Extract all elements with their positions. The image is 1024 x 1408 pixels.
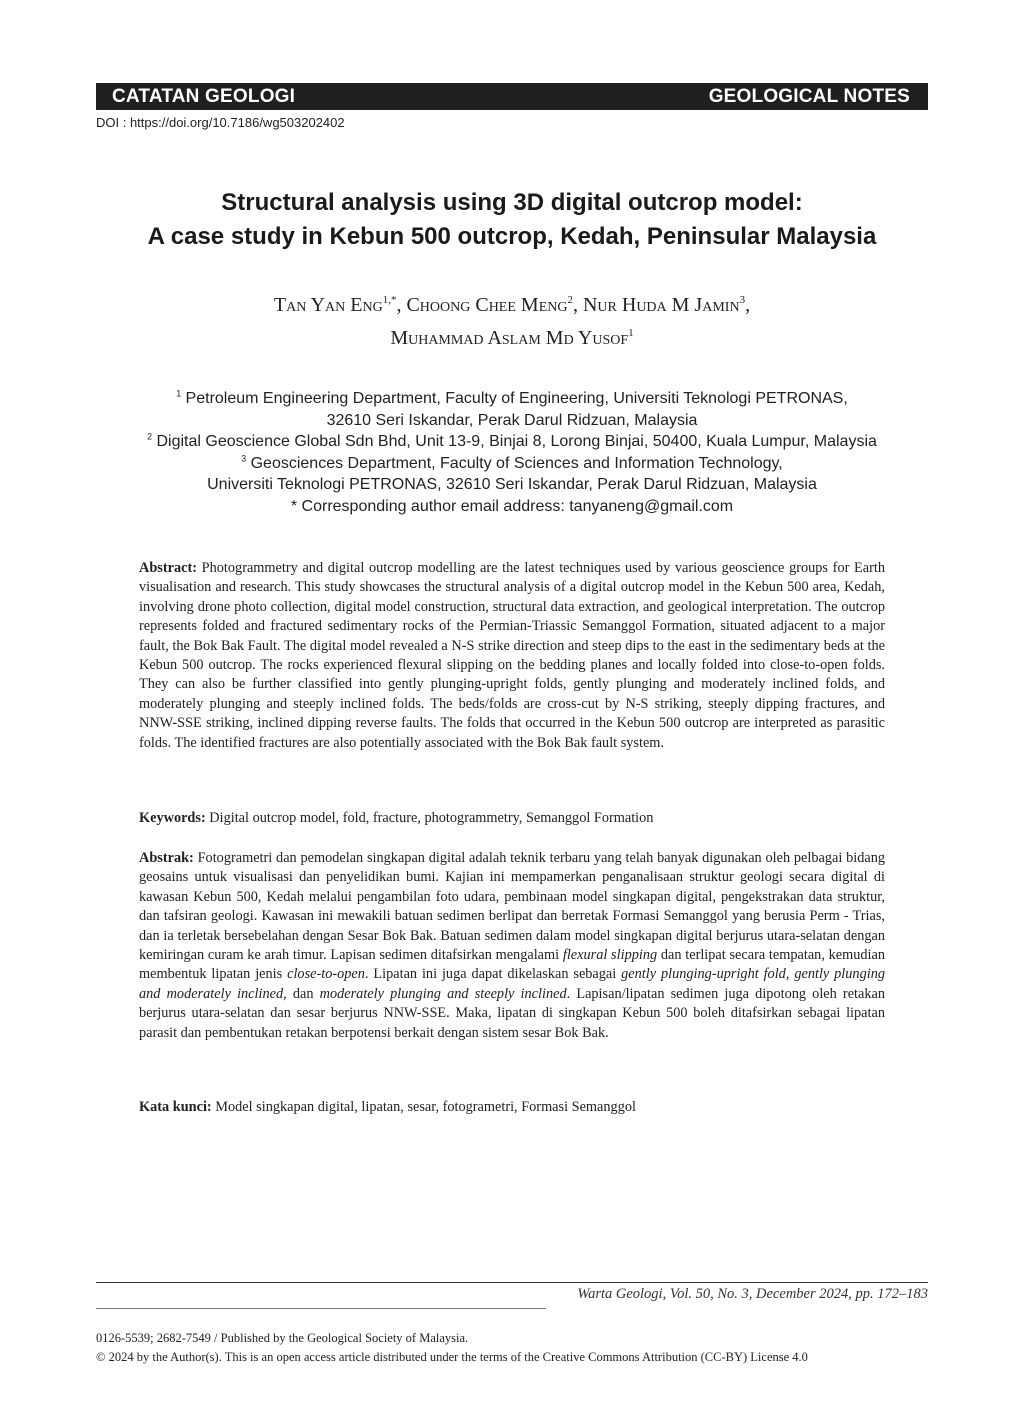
abstrak-italic-term: close-to-open	[287, 966, 365, 983]
abstrak-text-segment: . Lapisan/lipatan sedimen juga dipotong oleh retakan berjurus utara-selatan dan sesar berjurus NNW-SSE. Maka, lipatan di singkapan Kebun 500 boleh ditafsirkan sebagai lipatan parasit dan pembentukan retakan berpotensi berkait dengan sistem sesar Bok Bak.	[139, 985, 886, 1041]
license-line: © 2024 by the Author(s). This is an open access article distributed under the terms of the Creative Commons Attribution (CC-BY) License 4.0	[96, 1349, 808, 1364]
abstrak-paragraph	[139, 849, 885, 1043]
abstrak-italic-term: flexural slipping	[562, 947, 658, 964]
author-separator: ,	[396, 294, 407, 316]
banner-left-label: CATATAN GEOLOGI	[112, 85, 296, 107]
affiliation-text: Universiti Teknologi PETRONAS, 32610 Seri Iskandar, Perak Darul Ridzuan, Malaysia	[207, 476, 817, 494]
title-line-2: A case study in Kebun 500 outcrop, Kedah, Peninsular Malaysia	[147, 223, 877, 250]
affiliation-line	[60, 474, 964, 496]
corresponding-author	[60, 496, 964, 518]
affiliation-line	[60, 431, 964, 453]
abstrak-text	[139, 850, 885, 1041]
affiliation-mark: 1	[176, 388, 182, 399]
author-name: Choong Chee Meng	[406, 294, 568, 316]
affiliation-mark: 2	[147, 431, 153, 442]
affiliation-line	[60, 410, 964, 432]
publication-footer	[96, 1329, 936, 1366]
issn-line: 0126-5539; 2682-7549 / Published by the Geological Society of Malaysia.	[96, 1331, 469, 1345]
abstrak-italic-term: moderately plunging and steeply inclined	[319, 985, 567, 1002]
affiliation-text: Geosciences Department, Faculty of Sciences and Information Technology,	[250, 454, 783, 472]
author-affiliation-mark: 1,*	[382, 293, 397, 306]
affiliation-text: Petroleum Engineering Department, Faculty of Engineering, Universiti Teknologi PETRONAS,	[185, 390, 848, 407]
affiliation-text: 32610 Seri Iskandar, Perak Darul Ridzuan, Malaysia	[326, 411, 698, 429]
abstract-label: Abstract:	[139, 560, 197, 576]
footer-divider	[96, 1282, 928, 1283]
footer-short-divider	[96, 1308, 546, 1309]
paper-title	[60, 186, 964, 254]
author-affiliation-mark: 2	[567, 293, 573, 306]
abstrak-text-segment: . Lipatan ini juga dapat dikelaskan sebagai	[364, 966, 622, 983]
keywords-label: Keywords:	[139, 810, 206, 826]
abstrak-text-segment: , dan	[283, 985, 320, 1002]
affiliation-line	[60, 453, 964, 475]
abstract-paragraph	[139, 559, 885, 753]
abstrak-italic-term: gently plunging-upright fold	[621, 966, 786, 983]
author-separator: ,	[572, 294, 583, 316]
title-line-1: Structural analysis using 3D digital outcrop model:	[221, 189, 803, 216]
keywords-paragraph	[139, 809, 885, 828]
abstrak-label: Abstrak:	[139, 850, 194, 866]
affiliation-text: Digital Geoscience Global Sdn Bhd, Unit 13-9, Binjai 8, Lorong Binjai, 50400, Kuala Lumpur, Malaysia	[156, 433, 877, 451]
affiliation-list	[60, 388, 964, 518]
author-name: Muhammad Aslam Md Yusof	[390, 327, 629, 349]
section-banner	[96, 83, 928, 110]
author-separator: ,	[745, 294, 751, 316]
journal-citation: Warta Geologi, Vol. 50, No. 3, December 2024, pp. 172–183	[577, 1286, 928, 1302]
author-list	[60, 289, 964, 355]
corresponding-author-email: * Corresponding author email address: tanyaneng@gmail.com	[290, 497, 734, 515]
doi-link[interactable]: DOI : https://doi.org/10.7186/wg503202402	[96, 115, 345, 130]
author-name: Tan Yan Eng	[273, 294, 383, 316]
kata-kunci-label: Kata kunci:	[139, 1099, 212, 1115]
affiliation-line	[60, 388, 964, 410]
author-name: Nur Huda M Jamin	[582, 294, 740, 316]
abstrak-italic-term: gently plunging and moderately inclined	[139, 966, 885, 1002]
abstrak-text-segment: Fotogrametri dan pemodelan singkapan digital adalah teknik terbaru yang telah banyak digunakan oleh pelbagai bidang geosains untuk visualisasi dan penyelidikan bumi. Kajian ini mempamerkan penganalisaan struktur geologi secara digital di kawasan Kebun 500, Kedah melalui pengambilan foto udara, pembinaan model singkapan digital, pengekstrakan data struktur, dan tafsiran geologi. Kawasan ini mewakili batuan sedimen berlipat dan berretak Formasi Semanggol yang berusia Perm - Trias, dan ia terletak bersebelahan dengan Sesar Bok Bak. Batuan sedimen dalam model singkapan digital berjurus utara-selatan dengan kemiringan curam ke arah timur. Lapisan sedimen ditafsirkan mengalami	[139, 850, 885, 964]
keywords-text: Digital outcrop model, fold, fracture, photogrammetry, Semanggol Formation	[209, 810, 654, 826]
abstract-text: Photogrammetry and digital outcrop modelling are the latest techniques used by various geoscience groups for Earth visualisation and research. This study showcases the structural analysis of a digital outcrop model in the Kebun 500 area, Kedah, involving drone photo collection, digital model construction, structural data extraction, and geological interpretation. The outcrop represents folded and fractured sedimentary rocks of the Permian-Triassic Semanggol Formation, situated adjacent to a major fault, the Bok Bak Fault. The digital model revealed a N-S strike direction and steep dips to the east in the sedimentary beds at the Kebun 500 outcrop. The rocks experienced flexural slipping on the bedding planes and locally folded into close-to-open folds. They can also be further classified into gently plunging-upright folds, gently plunging and moderately inclined folds, and moderately plunging and steeply inclined folds. The beds/folds are cross-cut by N-S striking, steeply dipping fractures, and NNW-SSE striking, inclined dipping reverse faults. The folds that occurred in the Kebun 500 outcrop are interpreted as parasitic folds. The identified fractures are also potentially associated with the Bok Bak fault system.	[139, 560, 886, 751]
banner-right-label: GEOLOGICAL NOTES	[708, 85, 910, 107]
abstrak-text-segment: ,	[785, 966, 795, 983]
author-affiliation-mark: 1	[628, 326, 634, 339]
kata-kunci-paragraph	[139, 1098, 885, 1117]
affiliation-mark: 3	[241, 453, 247, 464]
kata-kunci-text: Model singkapan digital, lipatan, sesar, fotogrametri, Formasi Semanggol	[215, 1099, 636, 1115]
abstrak-text-segment: dan terlipat secara tempatan, kemudian membentuk lipatan jenis	[139, 947, 885, 983]
author-affiliation-mark: 3	[739, 293, 746, 306]
